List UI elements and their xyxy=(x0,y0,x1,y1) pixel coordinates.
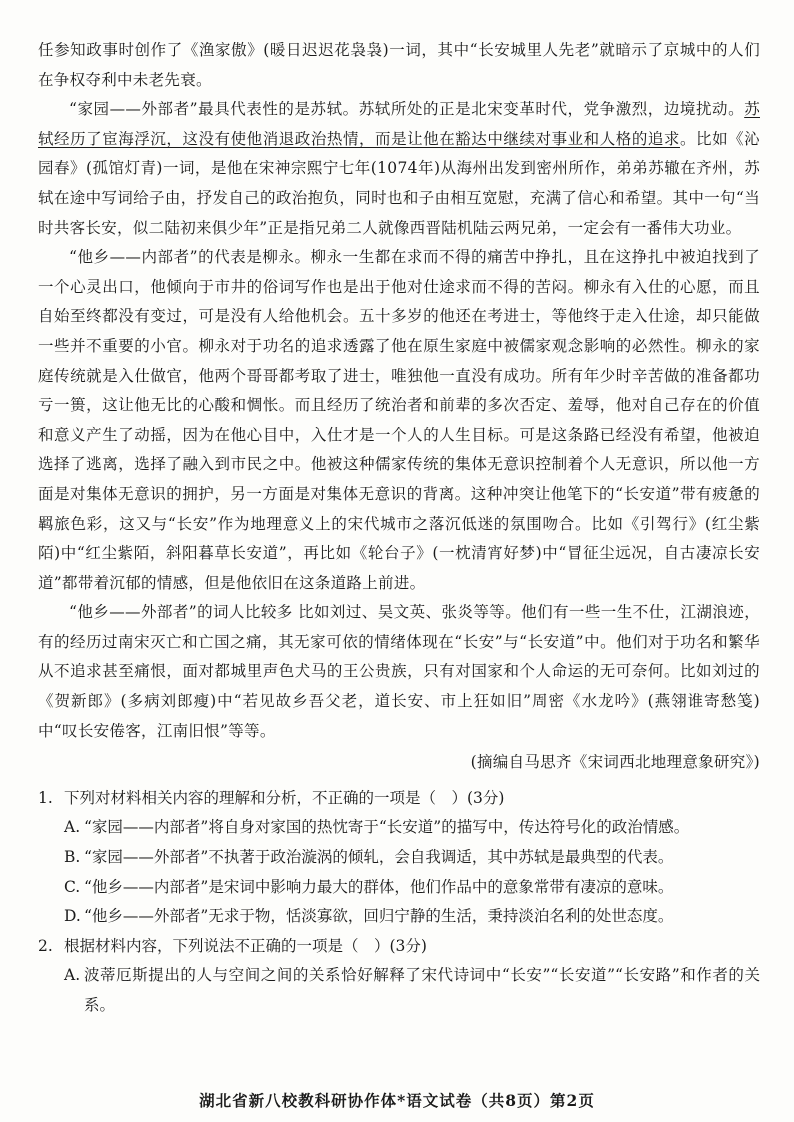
paragraph-outsiders: “他乡——外部者”的词人比较多 比如刘过、吴文英、张炎等等。他们有一些一生不仕，江湖浪迹，有的经历过南宋灭亡和亡国之痛，其无家可依的情绪体现在“长安”与“长安道”中。他们对于功名和繁华从不追求甚至痛恨，面对都城里声色犬马的王公贵族，只有对国家和个人命运的无可奈何。比如刘过的《贺新郎》(多病刘郎瘦)中“若见故乡吾父老，道长安、市上狂如旧”周密《水龙吟》(燕翎谁寄愁笺)中“叹长安倦客，江南旧恨”等等。 xyxy=(38,603,760,740)
option-text: “他乡——内部者”是宋词中影响力最大的群体，他们作品中的意象常带有凄凉的意味。 xyxy=(84,877,674,896)
paragraph-sushi-intro: “家园——外部者”最具代表性的是苏轼。苏轼所处的正是北宋变革时代，党争激烈，边境扰动。 xyxy=(69,100,745,119)
page-content xyxy=(38,36,760,1021)
paragraph-liuyong: “他乡——内部者”的代表是柳永。柳永一生都在求而不得的痛苦中挣扎，且在这挣扎中被迫找到了一个心灵出口，他倾向于市井的俗词写作也是出于他对仕途求而不得的苦闷。柳永有入仕的心愿，而且自始至终都没有变过，可是没有人给他机会。五十多岁的他还在考进士，等他终于走入仕途，却只能做一些并不重要的小官。柳永对于功名的追求透露了他在原生家庭中被儒家观念影响的必然性。柳永的家庭传统就是入仕做官，他两个哥哥都考取了进士，唯独他一直没有成功。所有年少时辛苦做的准备都功亏一篑，这让他无比的心酸和惆怅。而且经历了统治者和前辈的多次否定、羞辱，他对自己存在的价值和意义产生了动摇，因为在他心目中，入仕才是一个人的人生目标。可是这条路已经没有希望，他被迫选择了逃离，选择了融入到市民之中。他被这种儒家传统的集体无意识控制着个人无意识，所以他一方面是对集体无意识的拥护，另一方面是对集体无意识的背离。这种冲突让他笔下的“长安道”带有疲惫的羁旅色彩，这又与“长安”作为地理意义上的宋代城市之落沉低迷的氛围吻合。比如《引驾行》(红尘紫陌)中“红尘紫陌，斜阳暮草长安道”，再比如《轮台子》(一枕清宵好梦)中“冒征尘远况，自古凄凉长安道”都带着沉郁的情感，但是他依旧在这条道路上前进。 xyxy=(38,248,760,592)
paragraph-continuation: 任参知政事时创作了《渔家傲》(暖日迟迟花袅袅)一词，其中“长安城里人先老”就暗示了京城中的人们在争权夺利中未老先衰。 xyxy=(38,41,760,89)
option-text: “他乡——外部者”无求于物，恬淡寡欲，回归宁静的生活，秉持淡泊名利的处世态度。 xyxy=(84,907,674,926)
option-a xyxy=(38,961,760,1020)
option-b xyxy=(38,843,760,873)
question-2 xyxy=(38,932,760,1021)
question-stem: 根据材料内容，下列说法不正确的一项是（ ）(3分) xyxy=(64,936,427,955)
question-number: 1. xyxy=(38,788,53,807)
option-d xyxy=(38,902,760,932)
option-label: C. xyxy=(64,877,81,896)
option-label: B. xyxy=(64,848,81,867)
paragraph-sushi xyxy=(38,95,760,243)
option-c xyxy=(38,873,760,903)
option-text: “家园——外部者”不执著于政治漩涡的倾轧，会自我调适，其中苏轼是最典型的代表。 xyxy=(84,848,674,867)
option-a xyxy=(38,813,760,843)
option-text: “家园——内部者”将自身对家国的热忱寄于“长安道”的描写中，传达符号化的政治情感。 xyxy=(84,818,690,837)
question-number: 2. xyxy=(38,936,53,955)
paragraph-sushi-body: 。比如《沁园春》(孤馆灯青)一词，是他在宋神宗熙宁七年(1074年)从海州出发到密州所作，弟弟苏辙在齐州，苏轼在途中写词给子由，抒发自己的政治抱负，同时也和子由相互宽慰，充满了信心和希望。其中一句“当时共客长安，似二陆初来俱少年”正是指兄弟二人就像西晋陆机陆云两兄弟，一定会有一番伟大功业。 xyxy=(38,129,760,237)
option-label: D. xyxy=(64,907,81,926)
option-text: 波蒂厄斯提出的人与空间之间的关系恰好解释了宋代诗词中“长安”“长安道”“长安路”和作者的关系。 xyxy=(84,966,760,1014)
source-citation: (摘编自马思齐《宋词西北地理意象研究》) xyxy=(470,753,760,772)
question-stem: 下列对材料相关内容的理解和分析，不正确的一项是（ ）(3分) xyxy=(64,788,505,807)
option-label: A. xyxy=(64,966,81,985)
underlined-sentence: 苏轼经历了宦海浮沉，这没有使他消退政治热情，而是让他在豁达中继续对事业和人格的追求 xyxy=(38,100,760,148)
option-label: A. xyxy=(64,818,81,837)
question-1 xyxy=(38,784,760,932)
page-footer: 湖北省新八校教科研协作体*语文试卷（共8页）第2页 xyxy=(199,1091,595,1110)
